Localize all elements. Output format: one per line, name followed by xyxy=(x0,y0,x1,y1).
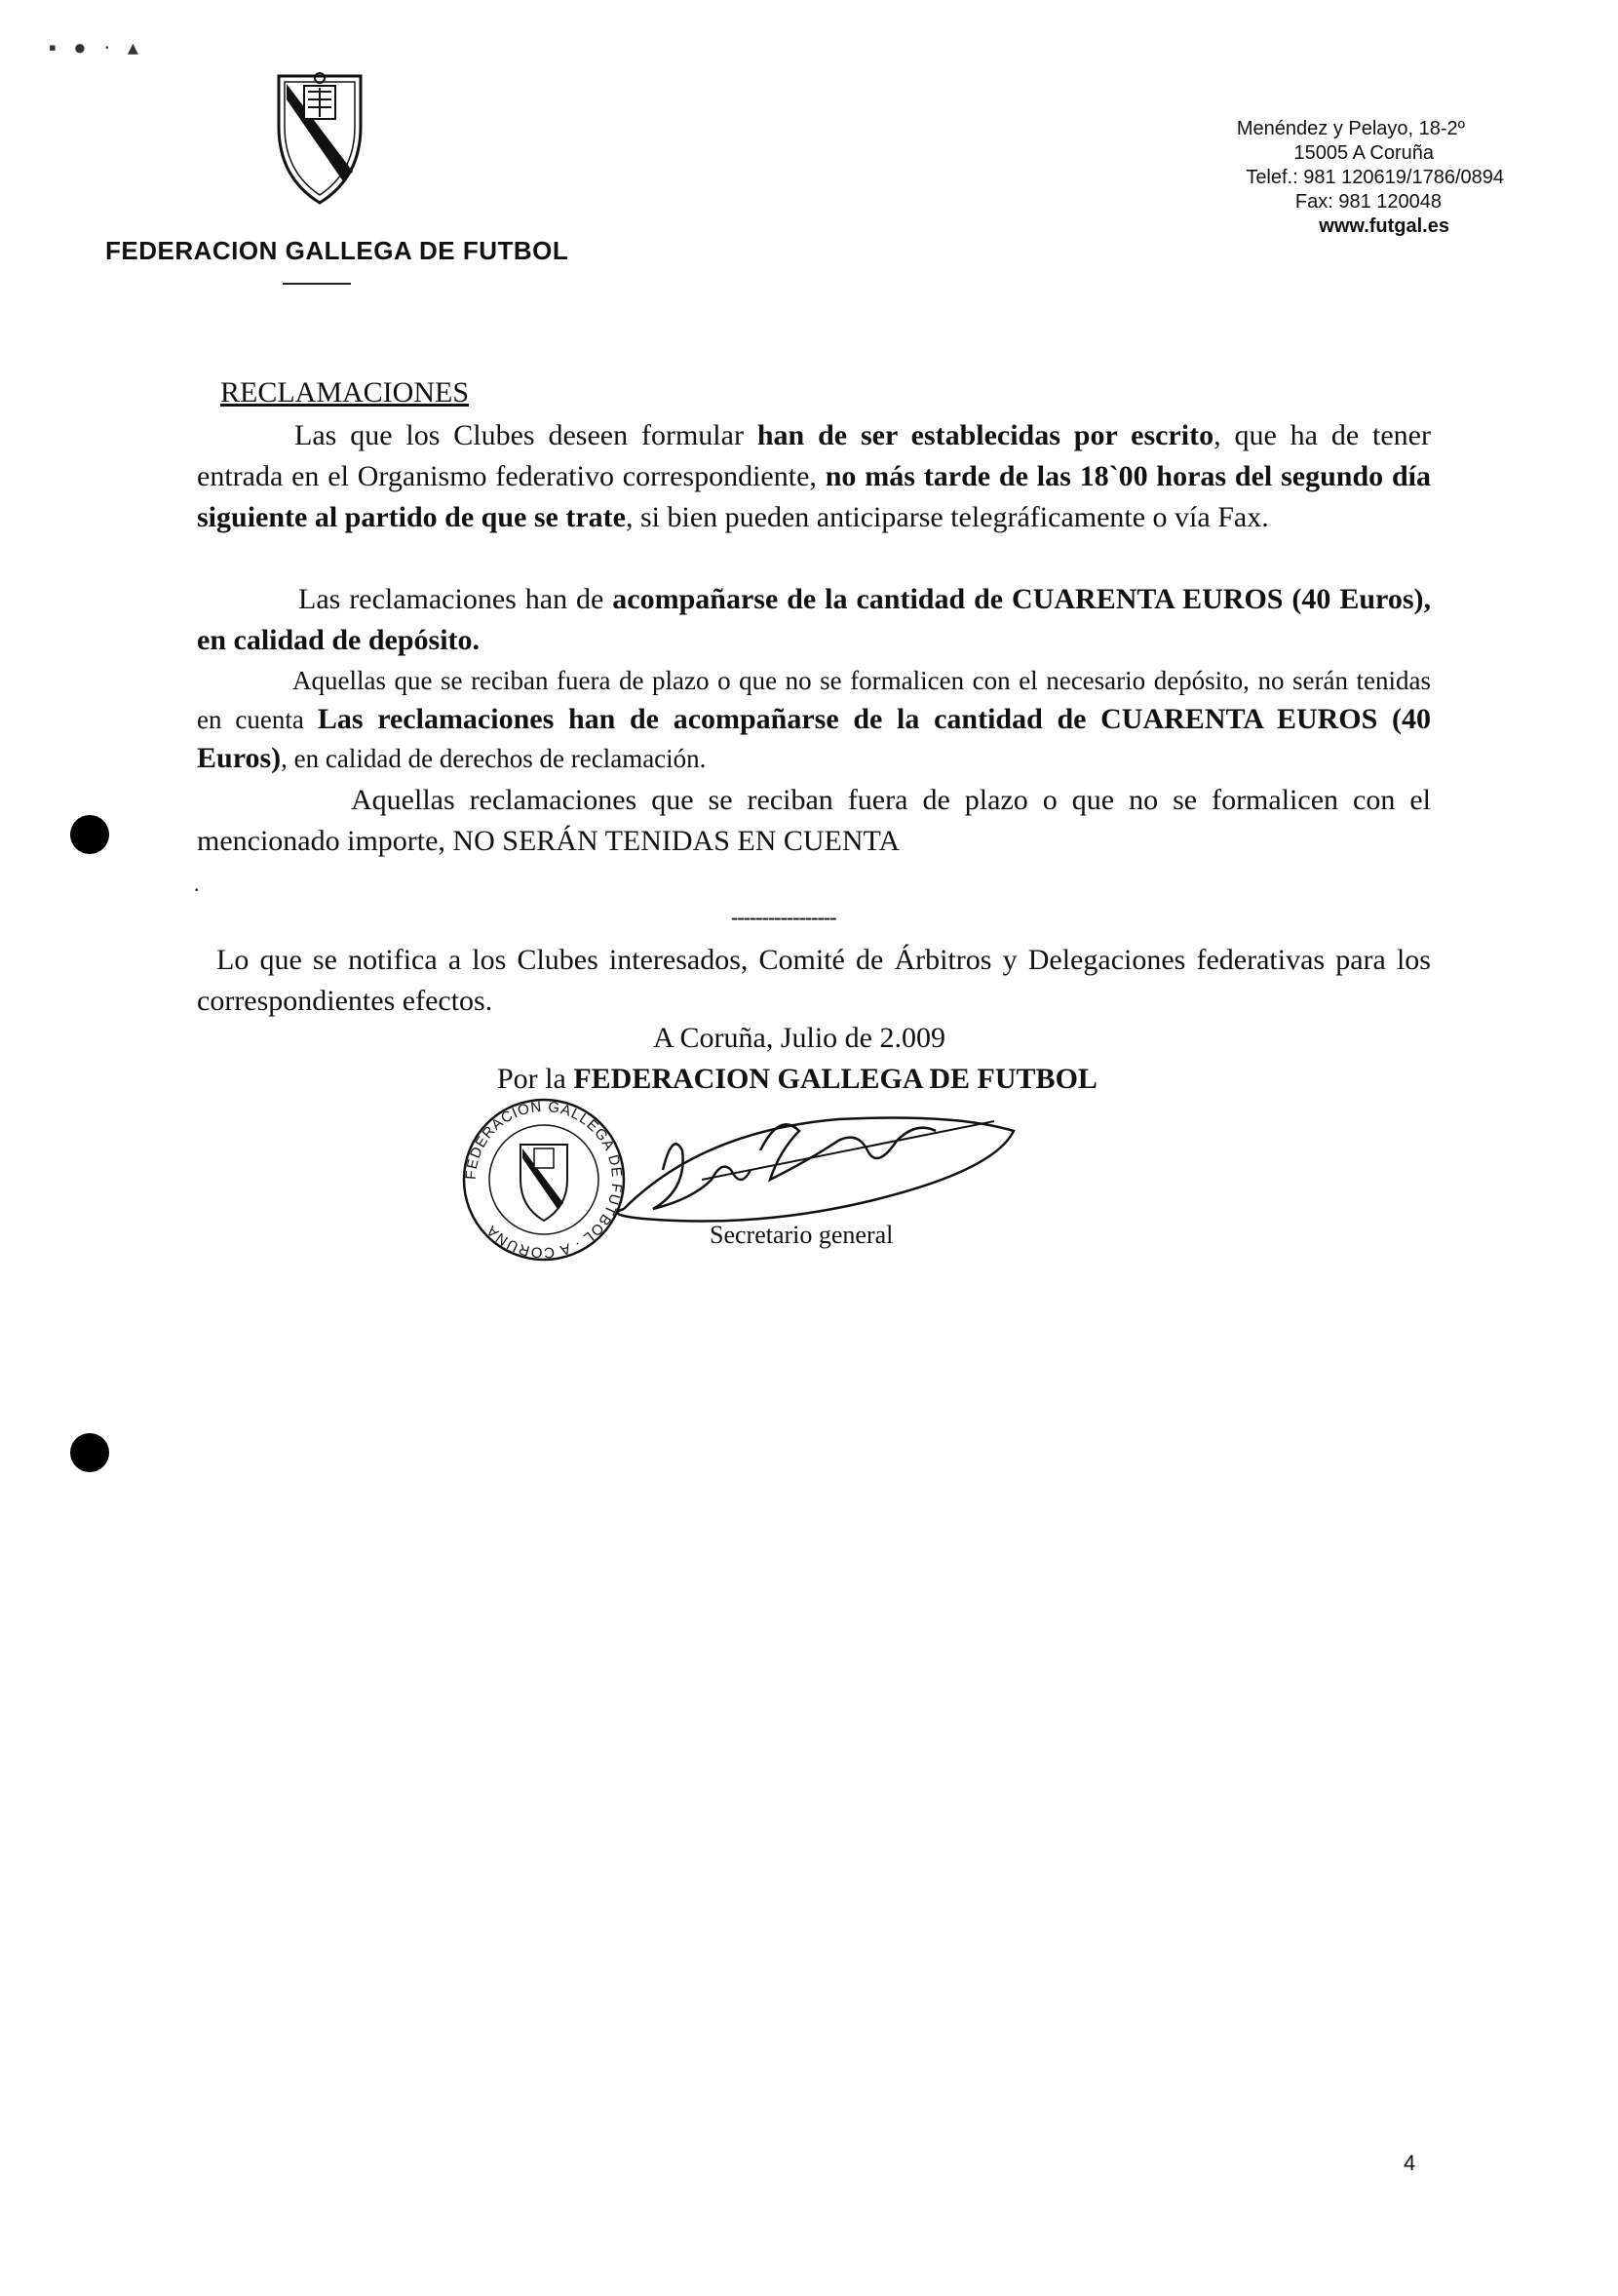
punch-hole xyxy=(70,815,109,854)
paragraph-3 xyxy=(197,661,1431,778)
signed-org: FEDERACION GALLEGA DE FUTBOL xyxy=(573,1063,1098,1095)
p2-text-a: Las reclamaciones han de xyxy=(298,583,613,615)
seal-ring-text: FEDERACION GALLEGA DE FUTBOL · A CORUÑA xyxy=(462,1098,626,1262)
p3-text-a: Aquellas que se reciban fuera de plazo o que no se formalicen con el necesario depósito, no serán tenidas en cuenta xyxy=(197,666,1431,734)
paragraph-2 xyxy=(197,579,1431,661)
paragraph-1 xyxy=(197,415,1431,538)
signatory-role: Secretario general xyxy=(710,1221,894,1249)
org-underline xyxy=(283,283,351,285)
p1-text-d: no más tarde de las 18`00 horas del segundo día siguiente al partido de que se trate xyxy=(197,460,1432,533)
punch-hole xyxy=(70,1433,109,1472)
federation-shield-logo xyxy=(275,70,365,207)
p1-text-e: , si bien pueden anticiparse telegráficamente o vía Fax. xyxy=(625,501,1269,533)
place-date: A Coruña, Julio de 2.009 xyxy=(653,1022,945,1054)
p2-text-b: acompañarse de la cantidad de CUARENTA EUROS (40 Euros), en calidad de depósito. xyxy=(197,583,1431,656)
p1-text-a: Las que los Clubes deseen formular xyxy=(294,419,757,451)
address-city: 15005 A Coruña xyxy=(1293,142,1434,164)
p3-text-c: , en calidad de derechos de reclamación. xyxy=(281,744,707,773)
p3-text-b: Las reclamaciones han de acompañarse de la cantidad de CUARENTA EUROS (40 Euros) xyxy=(197,703,1431,774)
org-name: FEDERACION GALLEGA DE FUTBOL xyxy=(105,236,569,265)
address-block xyxy=(1153,117,1504,239)
separator: ----------------- xyxy=(731,905,836,929)
scan-marks: ▪ ● · ▴ xyxy=(49,35,144,59)
fax: Fax: 981 120048 xyxy=(1294,191,1442,213)
website: www.futgal.es xyxy=(1319,215,1449,237)
paragraph-4: Aquellas reclamaciones que se reciban fuera de plazo o que no se formalicen con el mencionado importe, NO SERÁN TENIDAS EN CUENTA xyxy=(197,784,1431,857)
paragraph-5: Lo que se notifica a los Clubes interesados, Comité de Árbitros y Delegaciones federativas para los correspondientes efectos. xyxy=(197,944,1431,1017)
page-number: 4 xyxy=(1404,2151,1416,2175)
signed-prefix: Por la xyxy=(497,1063,574,1095)
address-street: Menéndez y Pelayo, 18-2º xyxy=(1236,118,1465,139)
signed-by xyxy=(497,1063,1098,1096)
section-title: RECLAMACIONES xyxy=(220,376,470,409)
p1-text-c: , que ha de tener entrada en el Organismo federativo correspondiente, xyxy=(197,419,1431,492)
phone: Telef.: 981 120619/1786/0894 xyxy=(1246,167,1504,188)
stray-dot: · xyxy=(193,877,201,902)
p1-text-b: han de ser establecidas por escrito xyxy=(756,419,1214,451)
